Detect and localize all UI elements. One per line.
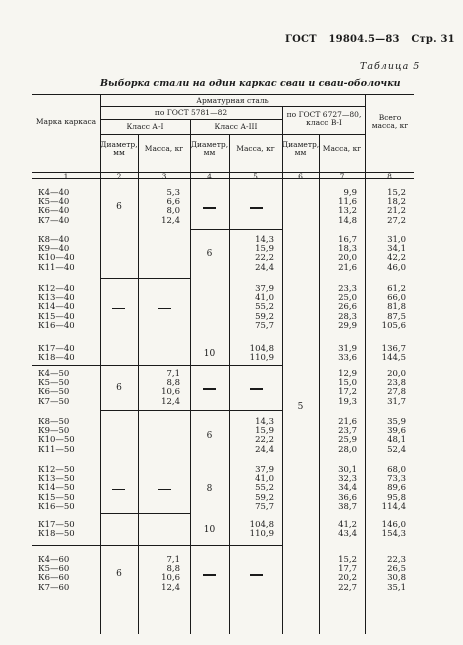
col-gost6727-header: по ГОСТ 6727—80, класс В-I bbox=[286, 110, 362, 127]
rule bbox=[32, 365, 100, 366]
col-num: 8 bbox=[387, 172, 392, 181]
col-mass-header: Масса, кг bbox=[236, 144, 275, 153]
mark-list: К17—40 К18—40 bbox=[38, 344, 75, 364]
rule bbox=[190, 410, 282, 411]
mass-b1: 30,1 32,3 34,4 36,6 38,7 bbox=[338, 465, 357, 512]
mass-a3: 14,3 15,9 22,2 24,4 bbox=[255, 417, 274, 455]
col-rule bbox=[138, 134, 139, 634]
diameter-a1: 6 bbox=[116, 569, 122, 580]
mark-list: К12—50 К13—50 К14—50 К15—50 К16—50 bbox=[38, 465, 75, 512]
table-title: Выборка стали на один каркас сваи и сваи-оболочки bbox=[100, 78, 401, 89]
col-rule bbox=[282, 106, 283, 634]
total-mass: 61,2 66,0 81,8 87,5 105,6 bbox=[381, 284, 406, 331]
diameter-a3: 10 bbox=[203, 525, 216, 536]
col-num: 5 bbox=[253, 172, 258, 181]
mass-b1: 16,7 18,3 20,0 21,6 bbox=[338, 235, 357, 273]
col-rule bbox=[190, 119, 191, 634]
table-name: Таблица 5 bbox=[360, 61, 421, 72]
mark-list: К8—40 К9—40 К10—40 К11—40 bbox=[38, 235, 75, 273]
total-mass: 20,0 23,8 27,8 31,7 bbox=[387, 369, 406, 407]
total-mass: 22,3 26,5 30,8 35,1 bbox=[387, 555, 406, 593]
mark-list: К8—50 К9—50 К10—50 К11—50 bbox=[38, 417, 75, 455]
mark-list: К12—40 К13—40 К14—40 К15—40 К16—40 bbox=[38, 284, 75, 331]
diameter-a1: 6 bbox=[116, 202, 122, 213]
mass-b1: 12,9 15,0 17,2 19,3 bbox=[338, 369, 357, 407]
gost-label: ГОСТ bbox=[285, 34, 317, 45]
dash bbox=[112, 308, 125, 309]
rule bbox=[190, 545, 282, 546]
rule bbox=[100, 106, 365, 107]
mass-a3: 104,8 110,9 bbox=[249, 520, 274, 540]
dash bbox=[158, 489, 171, 490]
gost-number: 19804.5—83 bbox=[328, 34, 400, 45]
mass-b1: 9,9 11,6 13,2 14,8 bbox=[338, 188, 357, 226]
mass-a3: 14,3 15,9 22,2 24,4 bbox=[255, 235, 274, 273]
rule bbox=[100, 365, 190, 366]
diameter-a3: 6 bbox=[206, 249, 213, 260]
total-mass: 146,0 154,3 bbox=[381, 520, 406, 540]
diameter-a1: 6 bbox=[116, 383, 122, 394]
col-num: 1 bbox=[63, 172, 69, 181]
col-gost5781-header: по ГОСТ 5781—82 bbox=[154, 108, 228, 117]
page-number: Стр. 31 bbox=[411, 34, 455, 45]
rule bbox=[190, 365, 282, 366]
total-mass: 68,0 73,3 89,6 95,8 114,4 bbox=[381, 465, 406, 512]
dash bbox=[250, 574, 263, 575]
col-diameter-header: Диаметр, мм bbox=[190, 140, 229, 157]
mass-b1: 31,9 33,6 bbox=[338, 344, 357, 364]
col-num: 3 bbox=[161, 172, 167, 181]
mass-a1: 5,3 6,6 8,0 12,4 bbox=[161, 188, 180, 226]
col-class-a3-header: Класс А-III bbox=[214, 122, 258, 131]
col-mass-header: Масса, кг bbox=[322, 144, 362, 153]
dash bbox=[203, 388, 216, 389]
dash bbox=[158, 308, 171, 309]
col-num: 2 bbox=[116, 172, 122, 181]
col-num: 6 bbox=[298, 172, 303, 181]
mass-b1: 23,3 25,0 26,6 28,3 29,9 bbox=[338, 284, 357, 331]
diameter-a3: 10 bbox=[203, 349, 216, 360]
dash bbox=[203, 574, 216, 575]
mass-b1: 15,2 17,7 20,2 22,7 bbox=[338, 555, 357, 593]
total-mass: 35,9 39,6 48,1 52,4 bbox=[387, 417, 406, 455]
mass-a1: 7,1 8,8 10,6 12,4 bbox=[161, 369, 180, 407]
page-header bbox=[285, 34, 463, 45]
mark-list: К4—60 К5—60 К6—60 К7—60 bbox=[38, 555, 70, 593]
mark-list: К17—50 К18—50 bbox=[38, 520, 75, 540]
col-num: 4 bbox=[207, 172, 212, 181]
col-diameter-header: Диаметр, мм bbox=[100, 140, 138, 157]
rule bbox=[100, 410, 190, 411]
dash bbox=[250, 207, 263, 208]
mark-list: К4—40 К5—40 К6—40 К7—40 bbox=[38, 188, 70, 226]
col-armature-header: Арматурная сталь bbox=[196, 96, 269, 105]
dash bbox=[203, 207, 216, 208]
rule bbox=[100, 134, 365, 135]
total-mass: 31,0 34,1 42,2 46,0 bbox=[387, 235, 406, 273]
rule bbox=[100, 545, 190, 546]
mass-b1: 21,6 23,7 25,9 28,0 bbox=[338, 417, 357, 455]
mark-list: К4—50 К5—50 К6—50 К7—50 bbox=[38, 369, 70, 407]
total-mass: 15,2 18,2 21,2 27,2 bbox=[387, 188, 406, 226]
rule bbox=[32, 545, 100, 546]
diameter-a3: 6 bbox=[206, 431, 213, 442]
col-rule bbox=[229, 134, 230, 634]
mass-a3: 37,9 41,0 55,2 59,2 75,7 bbox=[255, 465, 274, 512]
col-rule bbox=[319, 134, 320, 634]
col-mass-header: Масса, кг bbox=[144, 144, 184, 153]
col-total-header: Всего масса, кг bbox=[371, 113, 409, 130]
mass-a1: 7,1 8,8 10,6 12,4 bbox=[161, 555, 180, 593]
col-num: 7 bbox=[339, 172, 345, 181]
col-diameter-header: Диаметр, мм bbox=[282, 140, 320, 157]
rule bbox=[100, 278, 190, 279]
rule bbox=[100, 513, 190, 514]
col6-value: 5 bbox=[297, 402, 304, 412]
mass-a3: 104,8 110,9 bbox=[249, 344, 274, 364]
dash bbox=[250, 388, 263, 389]
rule bbox=[190, 229, 282, 230]
col-mark-header: Марка каркаса bbox=[35, 117, 97, 126]
diameter-a3: 8 bbox=[206, 484, 213, 494]
mass-a3: 37,9 41,0 55,2 59,2 75,7 bbox=[255, 284, 274, 331]
mass-b1: 41,2 43,4 bbox=[338, 520, 357, 540]
rule bbox=[100, 119, 282, 120]
dash bbox=[112, 489, 125, 490]
col-class-a1-header: Класс А-I bbox=[126, 122, 164, 131]
total-mass: 136,7 144,5 bbox=[381, 344, 406, 364]
